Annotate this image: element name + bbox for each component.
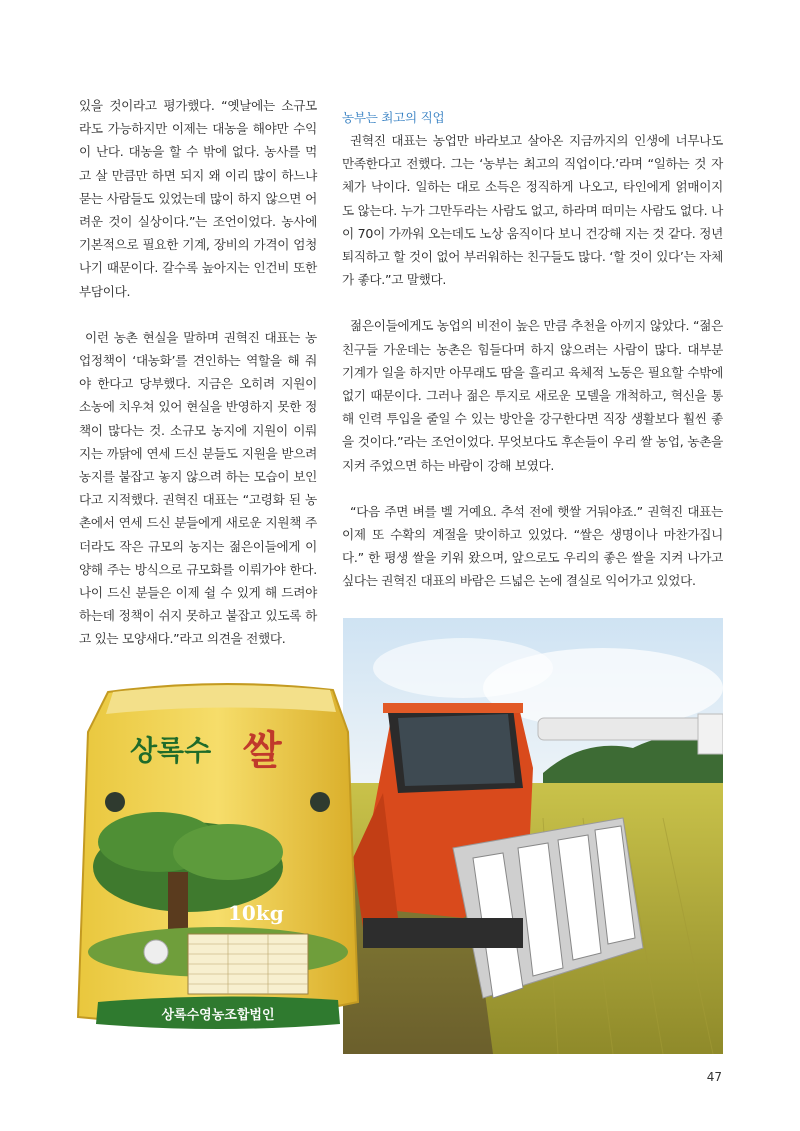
right-column — [342, 106, 723, 593]
weight-text: 10kg — [228, 901, 284, 925]
paragraph: “다음 주면 벼를 벨 거예요. 추석 전에 햇쌀 거둬야죠.” 권혁진 대표는 이제 또 수확의 계절을 맞이하고 있었다. “쌀은 생명이나 마찬가집니다.” 한 평생 쌀을 키워 왔으며, 앞으로도 우리의 좋은 쌀을 지켜 나가고 싶다는 권혁진 대표의 바람은 드넓은 논에 결실로 익어가고 있었다. — [342, 503, 723, 589]
harvester-photo — [343, 618, 723, 1054]
brand-logo-text: 상록수 — [130, 734, 212, 767]
left-column — [79, 94, 317, 651]
paragraph: 이런 농촌 현실을 말하며 권혁진 대표는 농업정책이 ‘대농화’를 견인하는 역할을 해 줘야 한다고 당부했다. 지금은 오히려 지원이 소농에 치우쳐 있어 현실을 반영하지 못한 정책이 많다는 것. 소규모 농지에 지원이 이뤄지는 까닭에 연세 드신 분들도 지원을 받으려 농지를 붙잡고 놓지 않으려 하는 모습이 보인다고 지적했다. 권혁진 대표는 “고령화 된 농촌에서 연세 드신 분들에게 새로운 지원책 주더라도 작은 규모의 농지는 젊은이들에게 이양해 주는 방식으로 규모화를 이뤄가야 한다. 나이 드신 분들은 이제 쉴 수 있게 해 드려야 하는데 정책이 쉬지 못하고 붙잡고 있도록 하고 있는 모양새다.”라고 의견을 전했다. — [79, 329, 317, 647]
section-heading: 농부는 최고의 직업 — [342, 110, 445, 125]
paragraph: 젊은이들에게도 농업의 비전이 높은 만큼 추천을 아끼지 않았다. “젊은 친구들 가운데는 농촌은 힘들다며 하지 않으려는 사람이 많다. 대부분 기계가 일을 하지만 아무래도 땀을 흘리고 육체적 노동은 필요할 수밖에 없기 때문이다. 그러나 젊은 투지로 새로운 모델을 개척하고, 혁신을 통해 인력 투입을 줄일 수 있는 방안을 강구한다면 직장 생활보다 훨씬 좋을 것이다.”라는 조언이었다. 무엇보다도 후손들이 우리 쌀 농업, 농촌을 지켜 주었으면 하는 바람이 강해 보였다. — [342, 318, 723, 473]
rice-bag-image — [68, 672, 364, 1062]
page-number: 47 — [706, 1070, 722, 1084]
paragraph: 권혁진 대표는 농업만 바라보고 살아온 지금까지의 인생에 너무나도 만족한다고 전했다. 그는 ‘농부는 최고의 직업이다.’라며 “일하는 것 자체가 낙이다. 일하는 대로 소득은 정직하게 나오고, 타인에게 얽매이지도 않는다. 누가 그만두라는 사람도 없고, 하라며 떠미는 사람도 없다. 나이 70이 가까워 오는데도 노상 움직이다 보니 건강해 지는 것 같다. 정년퇴직하고 할 것이 없어 부러워하는 친구들도 많다. ‘할 것이 있다’는 자체가 좋다.”고 말했다. — [342, 133, 723, 288]
paragraph: 있을 것이라고 평가했다. “옛날에는 소규모라도 가능하지만 이제는 대농을 해야만 수익이 난다. 대농을 할 수 밖에 없다. 농사를 먹고 살 만큼만 하면 되지 왜 이리 많이 하느냐 묻는 사람들도 있었는데 많이 하지 않으면 어려운 것이 실상이다.”는 조언이었다. 농사에 기본적으로 필요한 기계, 장비의 가격이 엄청나기 때문이다. 갈수록 높아지는 인건비 또한 부담이다. — [79, 98, 317, 299]
product-logo-text: 쌀 — [243, 727, 282, 774]
maker-text: 상록수영농조합법인 — [161, 1008, 275, 1023]
